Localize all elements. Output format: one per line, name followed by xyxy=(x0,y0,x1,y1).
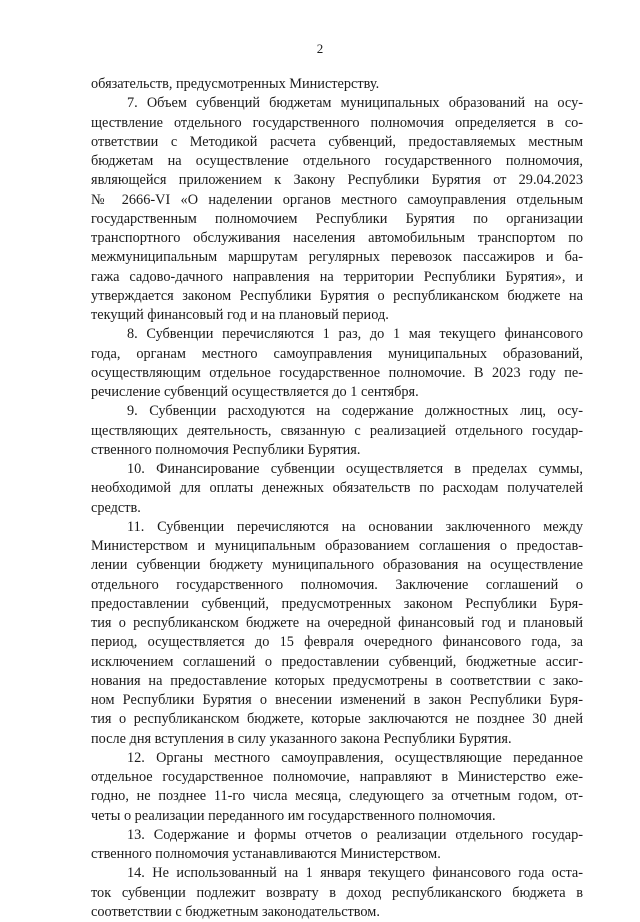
text-line: исключением соглашений о предоставлении субвенций, бюджетные ассиг- xyxy=(91,653,583,670)
text-line: годно, не позднее 11-го числа месяца, следующего за отчетным годом, от- xyxy=(91,788,583,805)
text-line: текущий финансовый год и на плановый период. xyxy=(91,307,389,323)
text-line: 9. Субвенции расходуются на содержание должностных лиц, осу- xyxy=(127,403,583,420)
text-line: 8. Субвенции перечисляются 1 раз, до 1 мая текущего финансового xyxy=(127,326,583,343)
text-line: обязательств, предусмотренных Министерству. xyxy=(91,76,380,92)
text-line: ществление отдельного государственного полномочия определяется в со- xyxy=(91,114,583,131)
document-body xyxy=(91,75,583,922)
text-line: отдельного государственного полномочия. Заключение соглашений о xyxy=(91,576,583,593)
text-line: 14. Не использованный на 1 января текущего финансового года оста- xyxy=(127,865,583,882)
text-line: средств. xyxy=(91,499,141,516)
text-line: межмуниципальным маршрутам регулярных перевозок пассажиров и ба- xyxy=(91,249,583,266)
text-line: Министерством и муниципальным образованием соглашения о предостав- xyxy=(91,538,583,554)
text-line: ственного полномочия устанавливаются Министерством. xyxy=(91,846,441,862)
text-line: после дня вступления в силу указанного закона Республики Бурятия. xyxy=(91,730,512,747)
text-line: ном Республики Бурятия о внесении изменений в закон Республики Буря- xyxy=(91,692,583,708)
text-line: 11. Субвенции перечисляются на основании заключенного между xyxy=(127,518,583,535)
text-line: тия о республиканском бюджете, которые заключаются не позднее 30 дней xyxy=(91,711,583,728)
text-line: года, органам местного самоуправления муниципальных образований, xyxy=(91,345,583,362)
text-line: утверждается законом Республики Бурятия о республиканском бюджете на xyxy=(91,287,583,304)
text-line: № 2666-VI «О наделении органов местного самоуправления отдельным xyxy=(91,191,583,208)
text-line: период, осуществляется до 15 февраля очередного финансового года, за xyxy=(91,634,583,651)
text-line: речисление субвенций осуществляется до 1 сентября. xyxy=(91,384,419,400)
text-line: гажа садово-дачного направления на территории Республики Бурятия», и xyxy=(91,268,583,285)
text-line: 10. Финансирование субвенции осуществляется в пределах суммы, xyxy=(127,461,583,477)
text-line: 7. Объем субвенций бюджетам муниципальных образований на осу- xyxy=(127,95,583,112)
text-line: ственного полномочия Республики Бурятия. xyxy=(91,441,361,458)
text-line: транспортного обслуживания населения автомобильным транспортом по xyxy=(91,230,583,246)
text-line: 13. Содержание и формы отчетов о реализации отдельного государ- xyxy=(127,826,583,843)
text-line: предоставлении субвенций, предусмотренных законом Республики Буря- xyxy=(91,595,583,612)
text-line: ществляющих деятельность, связанную с реализацией отдельного государ- xyxy=(91,422,583,439)
text-line: четы о реализации переданного им государственного полномочия. xyxy=(91,807,496,824)
text-line: ток субвенции подлежит возврату в доход республиканского бюджета в xyxy=(91,884,583,901)
text-line: нования на предоставление которых предусмотрены в соответствии с зако- xyxy=(91,672,583,689)
text-line: соответствии с бюджетным законодательством. xyxy=(91,903,380,920)
text-line: ответствии с Методикой расчета субвенций, предоставляемых местным xyxy=(91,133,583,150)
text-line: лении субвенции бюджету муниципального образования на осуществление xyxy=(91,557,583,574)
page-number: 2 xyxy=(316,41,324,56)
text-line: необходимой для оплаты денежных обязательств по расходам получателей xyxy=(91,480,583,497)
text-line: отдельное государственное полномочие, направляют в Министерство еже- xyxy=(91,769,583,785)
text-line: 12. Органы местного самоуправления, осуществляющие переданное xyxy=(127,749,583,766)
text-line: бюджетам на осуществление отдельного государственного полномочия, xyxy=(91,153,583,169)
text-line: осуществляющим отдельное государственное полномочие. В 2023 году пе- xyxy=(91,364,583,381)
text-line: являющейся приложением к Закону Республики Бурятия от 29.04.2023 xyxy=(91,172,583,189)
text-line: тия о республиканском бюджете на очередной финансовый год и плановый xyxy=(91,615,583,631)
text-line: государственным полномочием Республики Бурятия по организации xyxy=(91,210,583,227)
